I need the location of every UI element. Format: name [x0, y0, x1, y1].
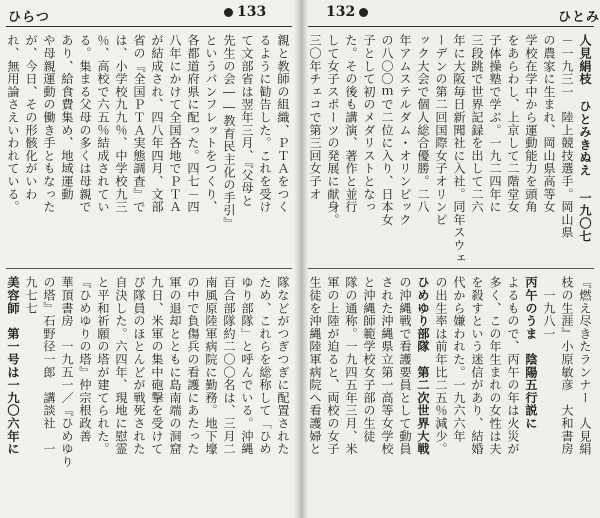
text-line: 九日、米軍の集中砲撃を受けて [150, 276, 164, 456]
left-running-head: ひらつ [8, 10, 50, 25]
page-dot-icon [359, 8, 368, 17]
text-line: 南風原陸軍病院に勤務。地下壕 [204, 276, 218, 456]
text-line: が、今日、その形骸化がいわ [24, 34, 38, 201]
left-head-rule [6, 26, 292, 27]
text-line: 三段跳で世界記録を出して二六 [470, 34, 484, 214]
text-line: をあらわし、上京して二階堂女 [506, 34, 520, 214]
text-line: て文部省は翌年三月、『父母と [240, 34, 254, 208]
book-gutter [294, 0, 308, 518]
text-line: ％、高校で六五％結成されてい [96, 34, 110, 214]
text-line: あり、給食費集め、地域運動 [60, 34, 74, 201]
text-line: 隊などがつぎつぎに配置された [276, 276, 290, 456]
text-line: 代から嫌われた。一九六六年 [452, 276, 466, 443]
text-line: の沖縄戦で看護要員として動員 [398, 276, 412, 456]
text-line: 親と教師の組織、ＰＴＡをつく [276, 34, 290, 214]
text-line: の中で負傷兵の看護にあたった [186, 276, 200, 456]
text-line: －一九三一 陸上競技選手。岡山県 [560, 34, 574, 239]
text-line: というパンフレットをつくり、 [204, 34, 218, 214]
text-line: の八〇〇ｍで二位に入り、日本女 [380, 34, 394, 226]
text-line: の農家に生まれ、岡山県高等女 [542, 34, 556, 214]
text-line: 八年にかけて全国各地でＰＴＡ [168, 34, 182, 214]
text-line: された沖縄県立第一高等女学校 [380, 276, 394, 456]
text-line: 子体操塾で学ぶ。一九二四年に [488, 34, 502, 214]
text-line: よるもので、丙午の年は火災が [506, 276, 520, 456]
text-line: して女子スポーツの発展に献身。 [326, 34, 340, 226]
right-head-rule [308, 26, 594, 27]
right-page-number-text: 132 [326, 4, 356, 20]
text-line: た。その後も講演、著作と並行 [344, 34, 358, 214]
left-upper-text-block [6, 34, 292, 264]
text-line: 子として初のメダリストとなっ [362, 34, 376, 214]
text-line: ゆり部隊」と呼んでいる。沖縄 [240, 276, 254, 456]
text-line: 枝の生涯』小原敏彦 大和書房 [560, 276, 574, 456]
text-line: 華頂書房 一九五一／『ひめゆり [60, 276, 74, 468]
text-line: ぴ隊員のほとんどが戦死された [132, 276, 146, 456]
text-line: 『燃え尽きたランナー 人見絹 [578, 276, 592, 456]
text-line: が結成され、四八年四月、文部 [150, 34, 164, 214]
page-dot-icon [224, 8, 233, 17]
text-line: 年に大阪毎日新聞社に入社。同年スウェ [452, 34, 466, 264]
text-line: れ、無用論さえいわれている。 [6, 34, 20, 214]
right-mid-rule [308, 268, 594, 269]
right-upper-text-block [308, 34, 594, 264]
text-line: 年アムステルダム・オリンピック [398, 34, 412, 226]
text-line: 『ひめゆりの塔』仲宗根政善 [78, 276, 92, 443]
left-page-number [220, 4, 266, 20]
right-page [300, 0, 600, 518]
text-line: と平和祈願の塔が建てられた。 [96, 276, 110, 456]
text-line: 軍の退却とともに島南端の洞窟 [168, 276, 182, 456]
text-line: 人見絹枝 ひとみきぬえ 一九〇七 [578, 34, 592, 243]
text-line: 生徒を沖縄陸軍病院へ看護婦と [308, 276, 322, 456]
text-line: る。集まる父母の多くは母親で [78, 34, 92, 214]
text-line: 三〇年チェコで第三回女子オ [308, 34, 322, 201]
left-lower-text-block [6, 276, 292, 510]
text-line: 軍の上陸が迫ると、両校の女子 [326, 276, 340, 456]
text-line: 先生の会――教育民主化の手引』 [222, 34, 236, 230]
text-line: 学校在学中から運動能力を頭角 [524, 34, 538, 214]
text-line: の出生率は前年比二五％減少。 [434, 276, 448, 456]
text-line: 美容師 第一号は一九〇六年に [6, 276, 20, 456]
text-line: を殺すという迷信があり、結婚 [470, 276, 484, 456]
text-line: 百合部隊約二〇〇名は、三月二 [222, 276, 236, 456]
text-line: ック大会で個人総合優勝。二八 [416, 34, 430, 214]
text-line: や母親運動の働き手ともなった [42, 34, 56, 214]
text-line: ため、これらを総称して「ひめ [258, 276, 272, 456]
text-line: ーデンの第二回国際女子オリンピ [434, 34, 448, 226]
text-line: るように勧告した。これを受け [258, 34, 272, 214]
text-line: 一九八一 [542, 276, 556, 340]
text-line: 九七七 [24, 276, 38, 315]
text-line: と沖縄師範学校女子部の生徒 [362, 276, 376, 443]
right-page-number [326, 4, 372, 20]
text-line: 省の『全国ＰＴＡ実態調査』で [132, 34, 146, 214]
left-page-number-text: 133 [237, 4, 267, 20]
text-line: は、小学校九九％、中学校九三 [114, 34, 128, 214]
text-line: 多く、この年生まれの女性は夫 [488, 276, 502, 456]
text-line: 隊の通称。一九四五年三月、米 [344, 276, 358, 456]
right-running-head: ひとみ [558, 10, 600, 25]
text-line: ひめゆり部隊 第二次世界大戦 [416, 276, 430, 456]
text-line: 丙午のうま 陰陽五行説に [524, 276, 538, 430]
text-line: 自決した。六四年、現地に慰霊 [114, 276, 128, 456]
left-mid-rule [6, 268, 292, 269]
right-lower-text-block [308, 276, 594, 510]
text-line: の塔』石野径一郎 講談社 一 [42, 276, 56, 456]
text-line: 各都道府県に配った。四七－四 [186, 34, 200, 214]
